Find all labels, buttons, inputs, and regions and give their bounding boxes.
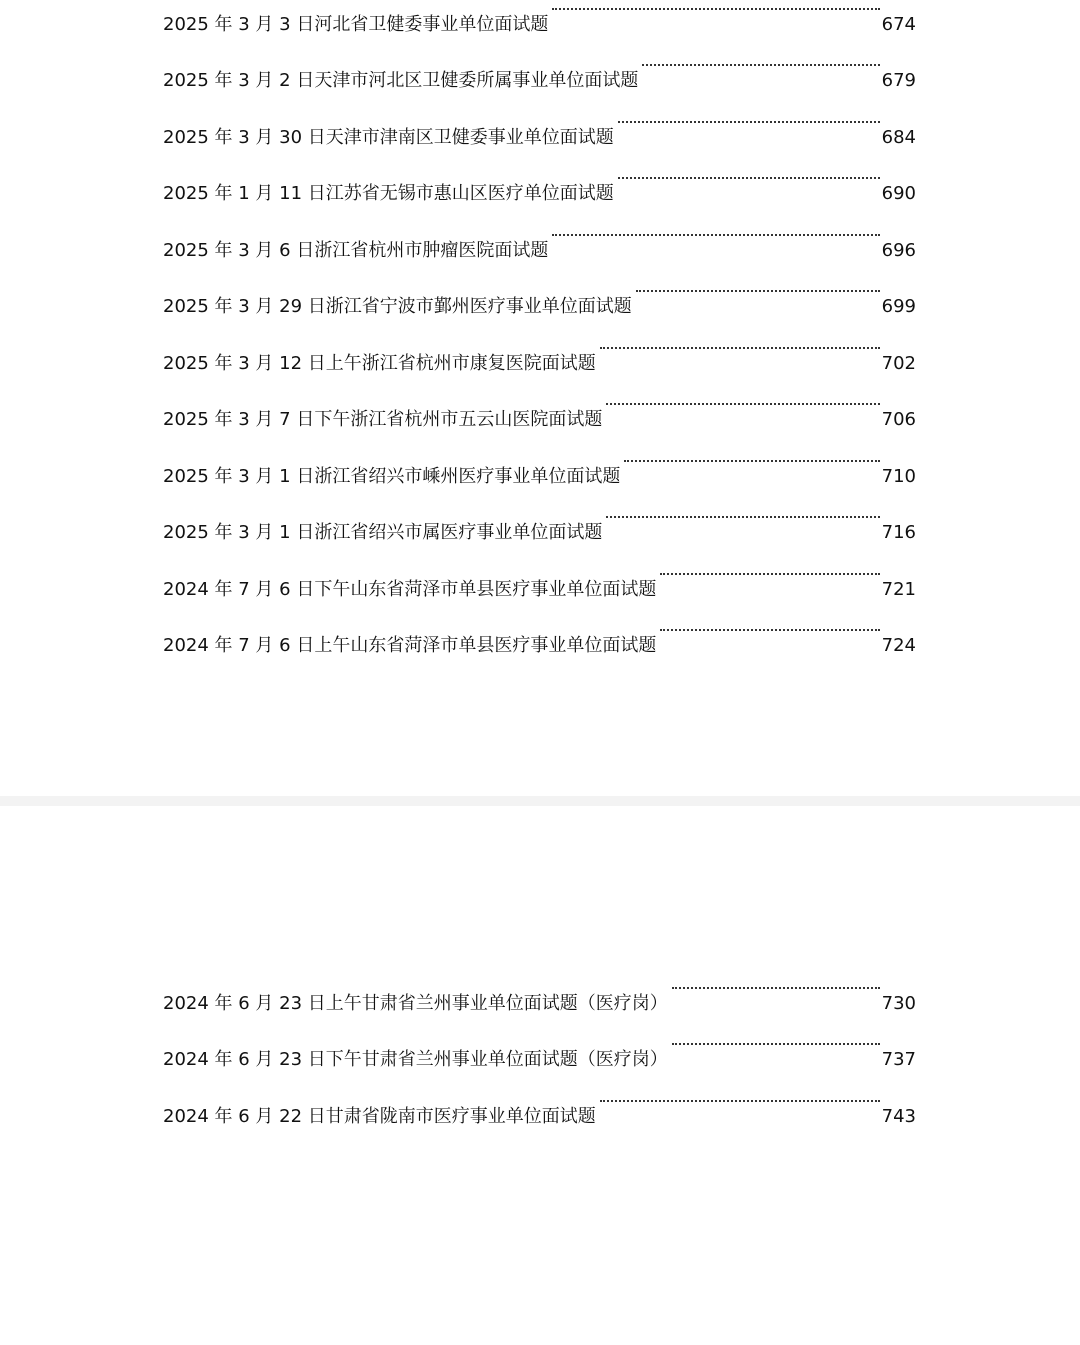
toc-page-number: 679 xyxy=(881,70,916,91)
toc-entry-title: 2024 年 7 月 6 日下午山东省菏泽市单县医疗事业单位面试题 xyxy=(163,578,657,600)
toc-page-number: 684 xyxy=(881,126,916,148)
toc-entry-title: 2025 年 3 月 3 日河北省卫健委事业单位面试题 xyxy=(163,13,549,35)
toc-page-number: 696 xyxy=(881,239,916,261)
toc-dot-leader xyxy=(672,1009,880,1066)
toc-dot-leader xyxy=(600,1065,880,1122)
toc-dot-leader xyxy=(660,538,879,595)
toc-dot-leader xyxy=(618,143,880,200)
toc-dot-leader xyxy=(618,86,880,143)
table-of-contents xyxy=(163,952,916,1127)
toc-entry-title: 2025 年 3 月 6 日浙江省杭州市肿瘤医院面试题 xyxy=(163,239,549,261)
toc-entry-title: 2025 年 3 月 2 日天津市河北区卫健委所属事业单位面试题 xyxy=(163,70,639,91)
toc-page-number: 710 xyxy=(881,465,916,487)
toc-page-number: 743 xyxy=(881,1105,916,1127)
toc-dot-leader xyxy=(672,952,880,1009)
toc-page-number: 721 xyxy=(881,578,916,600)
toc-entry-title: 2025 年 3 月 29 日浙江省宁波市鄞州医疗事业单位面试题 xyxy=(163,296,632,317)
toc-entry[interactable] xyxy=(163,0,916,35)
toc-entry-title: 2025 年 3 月 12 日上午浙江省杭州市康复医院面试题 xyxy=(163,352,596,374)
toc-entry-title: 2025 年 3 月 1 日浙江省绍兴市属医疗事业单位面试题 xyxy=(163,522,603,543)
toc-page-number: 702 xyxy=(881,352,916,374)
toc-page-number: 716 xyxy=(881,522,916,543)
toc-page-number: 737 xyxy=(881,1049,916,1070)
toc-dot-leader xyxy=(552,199,879,256)
toc-page-number: 690 xyxy=(881,183,916,204)
toc-entry[interactable] xyxy=(163,952,916,1014)
toc-dot-leader xyxy=(552,0,879,30)
toc-dot-leader xyxy=(660,595,879,652)
toc-dot-leader xyxy=(636,256,880,313)
toc-page-number: 706 xyxy=(881,409,916,430)
toc-page-number: 724 xyxy=(881,635,916,656)
toc-page-number: 730 xyxy=(881,992,916,1014)
page-separator xyxy=(0,796,1080,806)
table-of-contents xyxy=(163,0,916,656)
toc-dot-leader xyxy=(600,312,880,369)
toc-entry-title: 2025 年 1 月 11 日江苏省无锡市惠山区医疗单位面试题 xyxy=(163,183,614,204)
toc-entry-title: 2025 年 3 月 1 日浙江省绍兴市嵊州医疗事业单位面试题 xyxy=(163,465,621,487)
toc-entry-title: 2024 年 6 月 23 日下午甘肃省兰州事业单位面试题（医疗岗） xyxy=(163,1049,668,1070)
toc-entry-title: 2024 年 6 月 23 日上午甘肃省兰州事业单位面试题（医疗岗） xyxy=(163,992,668,1014)
toc-dot-leader xyxy=(624,425,879,482)
toc-dot-leader xyxy=(606,482,879,539)
toc-dot-leader xyxy=(642,30,879,87)
toc-entry-title: 2024 年 7 月 6 日上午山东省菏泽市单县医疗事业单位面试题 xyxy=(163,635,657,656)
toc-entry-title: 2024 年 6 月 22 日甘肃省陇南市医疗事业单位面试题 xyxy=(163,1105,596,1127)
toc-page-number: 699 xyxy=(881,296,916,317)
toc-page-number: 674 xyxy=(881,13,916,35)
toc-dot-leader xyxy=(606,369,879,426)
toc-entry-title: 2025 年 3 月 7 日下午浙江省杭州市五云山医院面试题 xyxy=(163,409,603,430)
toc-entry-title: 2025 年 3 月 30 日天津市津南区卫健委事业单位面试题 xyxy=(163,126,614,148)
document-page-bottom xyxy=(0,806,1080,1345)
